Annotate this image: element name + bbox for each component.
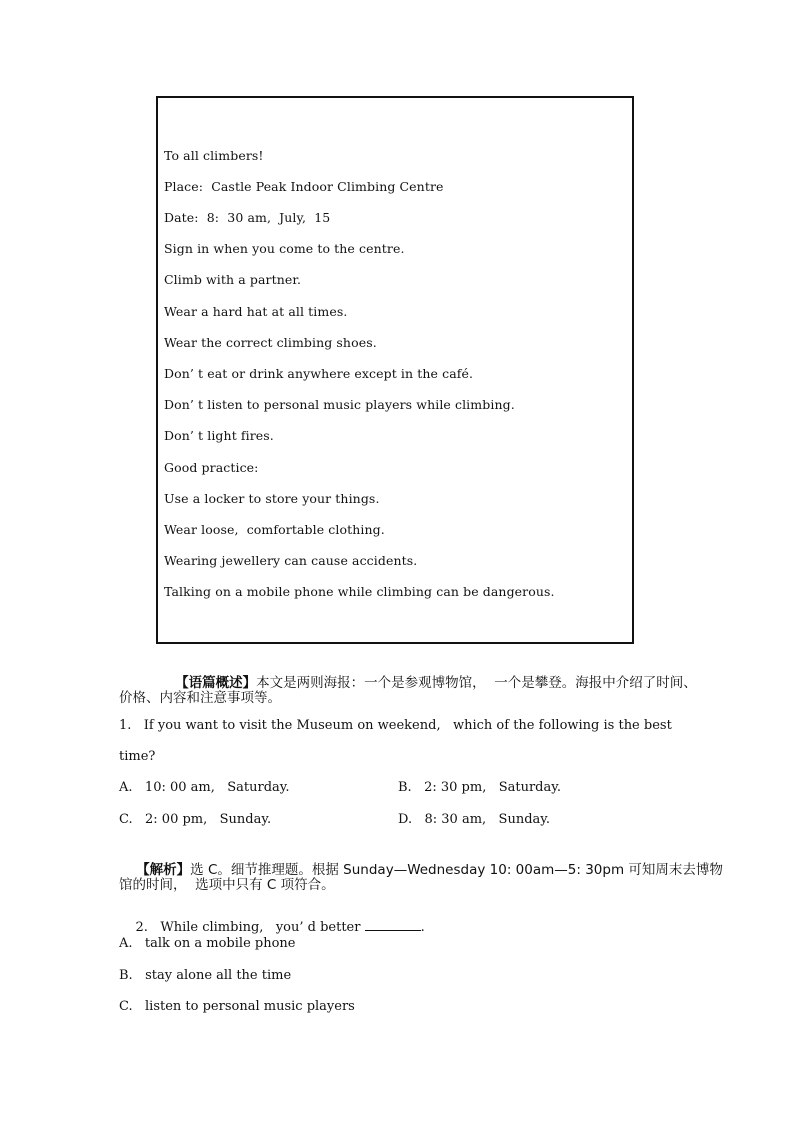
question-1-option-b: B. 2: 30 pm, Saturday. xyxy=(398,780,562,795)
notice-line: Date: 8: 30 am, July, 15 xyxy=(164,210,331,225)
climbing-notice-box xyxy=(156,96,634,644)
notice-line: Good practice: xyxy=(164,460,259,475)
question-1-option-d: D. 8: 30 am, Sunday. xyxy=(398,812,551,827)
notice-line: Sign in when you come to the centre. xyxy=(164,241,405,256)
notice-line: Don’ t listen to personal music players while climbing. xyxy=(164,397,515,412)
question-2-option-b: B. stay alone all the time xyxy=(119,968,292,983)
analysis-label: 【解析】 xyxy=(136,862,191,878)
notice-line: Use a locker to store your things. xyxy=(164,491,380,506)
summary-continuation: 价格、内容和注意事项等。 xyxy=(119,690,281,706)
question-2-option-c: C. listen to personal music players xyxy=(119,999,355,1014)
summary-text: 本文是两则海报：一个是参观博物馆， 一个是攀登。海报中介绍了时间、 xyxy=(256,675,697,691)
notice-line: Wearing jewellery can cause accidents. xyxy=(164,553,418,568)
question-1-stem: 1. If you want to visit the Museum on weekend, which of the following is the best xyxy=(119,718,672,733)
notice-line: Talking on a mobile phone while climbing can be dangerous. xyxy=(164,584,555,599)
analysis-continuation: 馆的时间， 选项中只有 C 项符合。 xyxy=(119,877,335,893)
question-2-end: . xyxy=(420,920,425,935)
question-1-stem-continued: time? xyxy=(119,749,156,764)
notice-line: Wear the correct climbing shoes. xyxy=(164,335,377,350)
notice-line: Don’ t eat or drink anywhere except in the café. xyxy=(164,366,474,381)
question-2-option-a: A. talk on a mobile phone xyxy=(119,936,296,951)
analysis-text: 选 C。细节推理题。根据 Sunday—Wednesday 10: 00am—5: 30pm 可知周末去博物 xyxy=(190,862,723,878)
notice-line: Place: Castle Peak Indoor Climbing Centre xyxy=(164,179,444,194)
notice-line: Wear a hard hat at all times. xyxy=(164,304,348,319)
notice-line: Climb with a partner. xyxy=(164,272,302,287)
notice-line: Wear loose, comfortable clothing. xyxy=(164,522,385,537)
question-1-option-a: A. 10: 00 am, Saturday. xyxy=(119,780,290,795)
question-1-option-c: C. 2: 00 pm, Sunday. xyxy=(119,812,272,827)
question-2-text: 2. While climbing, you’ d better xyxy=(135,920,365,935)
notice-line: To all climbers! xyxy=(164,148,264,163)
summary-label: 【语篇概述】 xyxy=(175,675,257,691)
notice-line: Don’ t light fires. xyxy=(164,428,274,443)
answer-blank xyxy=(365,920,421,931)
